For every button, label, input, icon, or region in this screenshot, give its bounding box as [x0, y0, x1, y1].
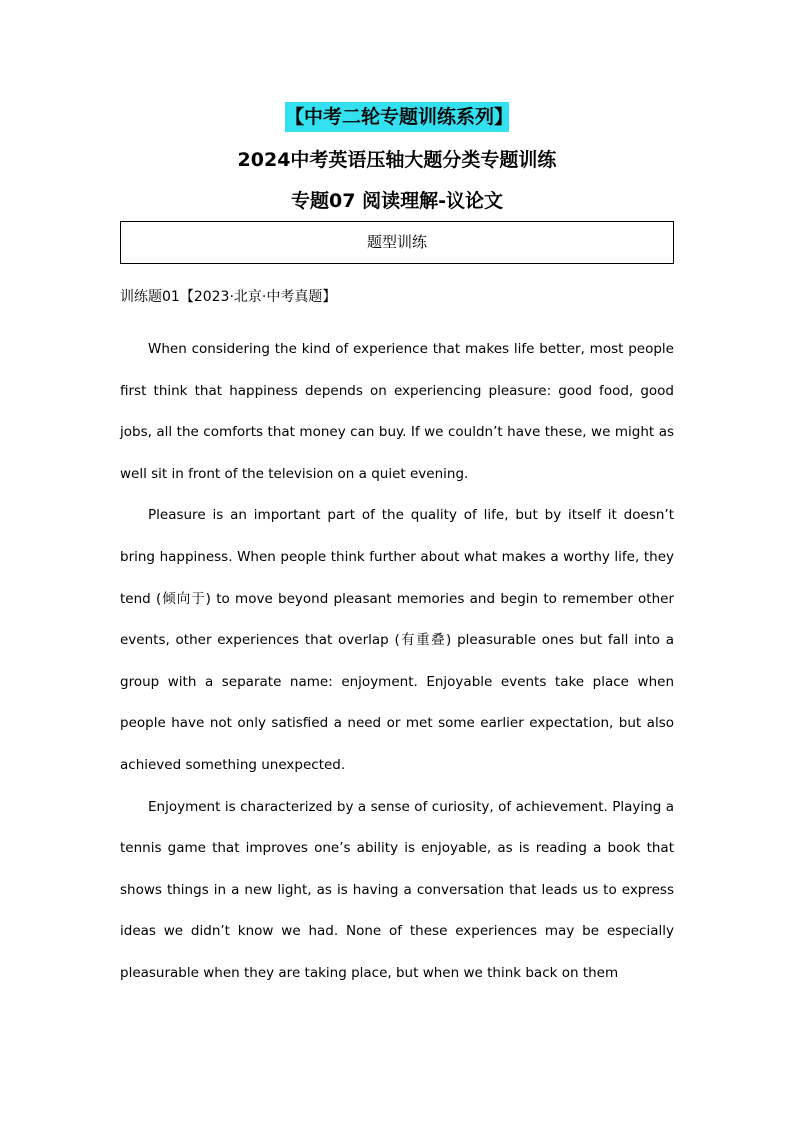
passage-paragraph: When considering the kind of experience that makes life better, most people first think that happiness depends on experiencing pleasure: good food, good jobs, all the comforts that money can buy. If we couldn’t have these, we might as well sit in front of the television on a quiet evening.	[120, 341, 674, 482]
section-header-box	[120, 221, 674, 264]
section-label: 题型训练	[366, 233, 427, 251]
passage-paragraph: Pleasure is an important part of the quality of life, but by itself it doesn’t bring happiness. When people think further about what makes a worthy life, they tend (倾向于) to move beyond pleasant memories and begin to remember other events, other experiences that overlap (有重叠) pleasurable ones but fall into a group with a separate name: enjoyment. Enjoyable events take place when people have not only satisfied a need or met some earlier expectation, but also achieved something unexpected.	[120, 507, 674, 773]
page-subtitle: 专题07 阅读理解-议论文	[291, 190, 503, 212]
reading-passage	[120, 329, 674, 995]
series-banner: 【中考二轮专题训练系列】	[285, 102, 509, 132]
page-title: 2024中考英语压轴大题分类专题训练	[237, 149, 557, 171]
exercise-label: 训练题01【2023·北京·中考真题】	[120, 289, 337, 305]
passage-paragraph: Enjoyment is characterized by a sense of curiosity, of achievement. Playing a tennis game that improves one’s ability is enjoyable, as is reading a book that shows things in a new light, as is having a conversation that leads us to express ideas we didn’t know we had. None of these experiences may be especially pleasurable when they are taking place, but when we think back on them	[120, 798, 674, 981]
